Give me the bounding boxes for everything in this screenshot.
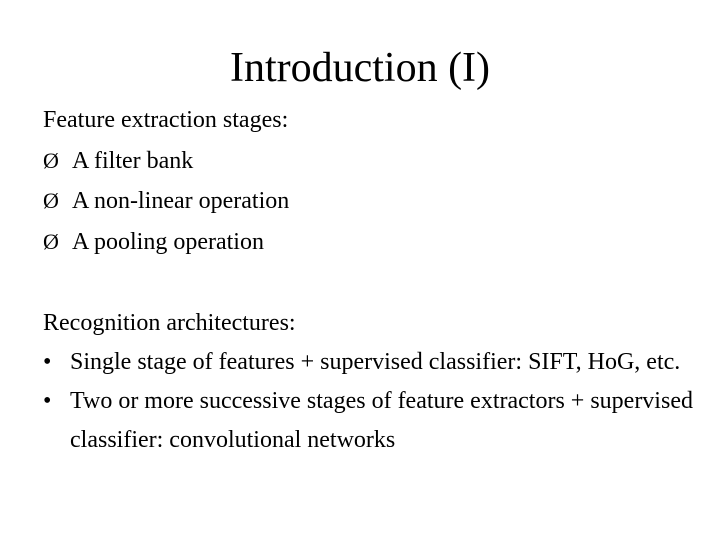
slide-title: Introduction (I) (229, 45, 491, 91)
list-item (43, 382, 703, 460)
slide-body (43, 100, 703, 460)
list-item (43, 222, 703, 263)
section-heading-feature-extraction: Feature extraction stages: (43, 107, 289, 133)
list-item-text: A pooling operation (72, 228, 264, 255)
bullet-icon: • (43, 388, 52, 414)
list-item (43, 343, 703, 382)
bullet-icon: • (43, 349, 52, 375)
arrow-bullet-icon: Ø (43, 228, 59, 254)
arrow-bullet-icon: Ø (43, 188, 59, 213)
section-spacer (43, 262, 703, 303)
list-item-text: Two or more successive stages of feature extractors + supervised classifier: convolutional networks (70, 388, 693, 453)
list-item-text: Single stage of features + supervised classifier: SIFT, HoG, etc. (70, 349, 681, 375)
section-heading-recognition-architectures: Recognition architectures: (43, 309, 296, 336)
list-item-text: A non-linear operation (72, 188, 290, 214)
list-item-text: A filter bank (72, 147, 194, 174)
arrow-bullet-icon: Ø (43, 147, 59, 173)
list-item (43, 141, 703, 182)
list-item (43, 181, 703, 222)
